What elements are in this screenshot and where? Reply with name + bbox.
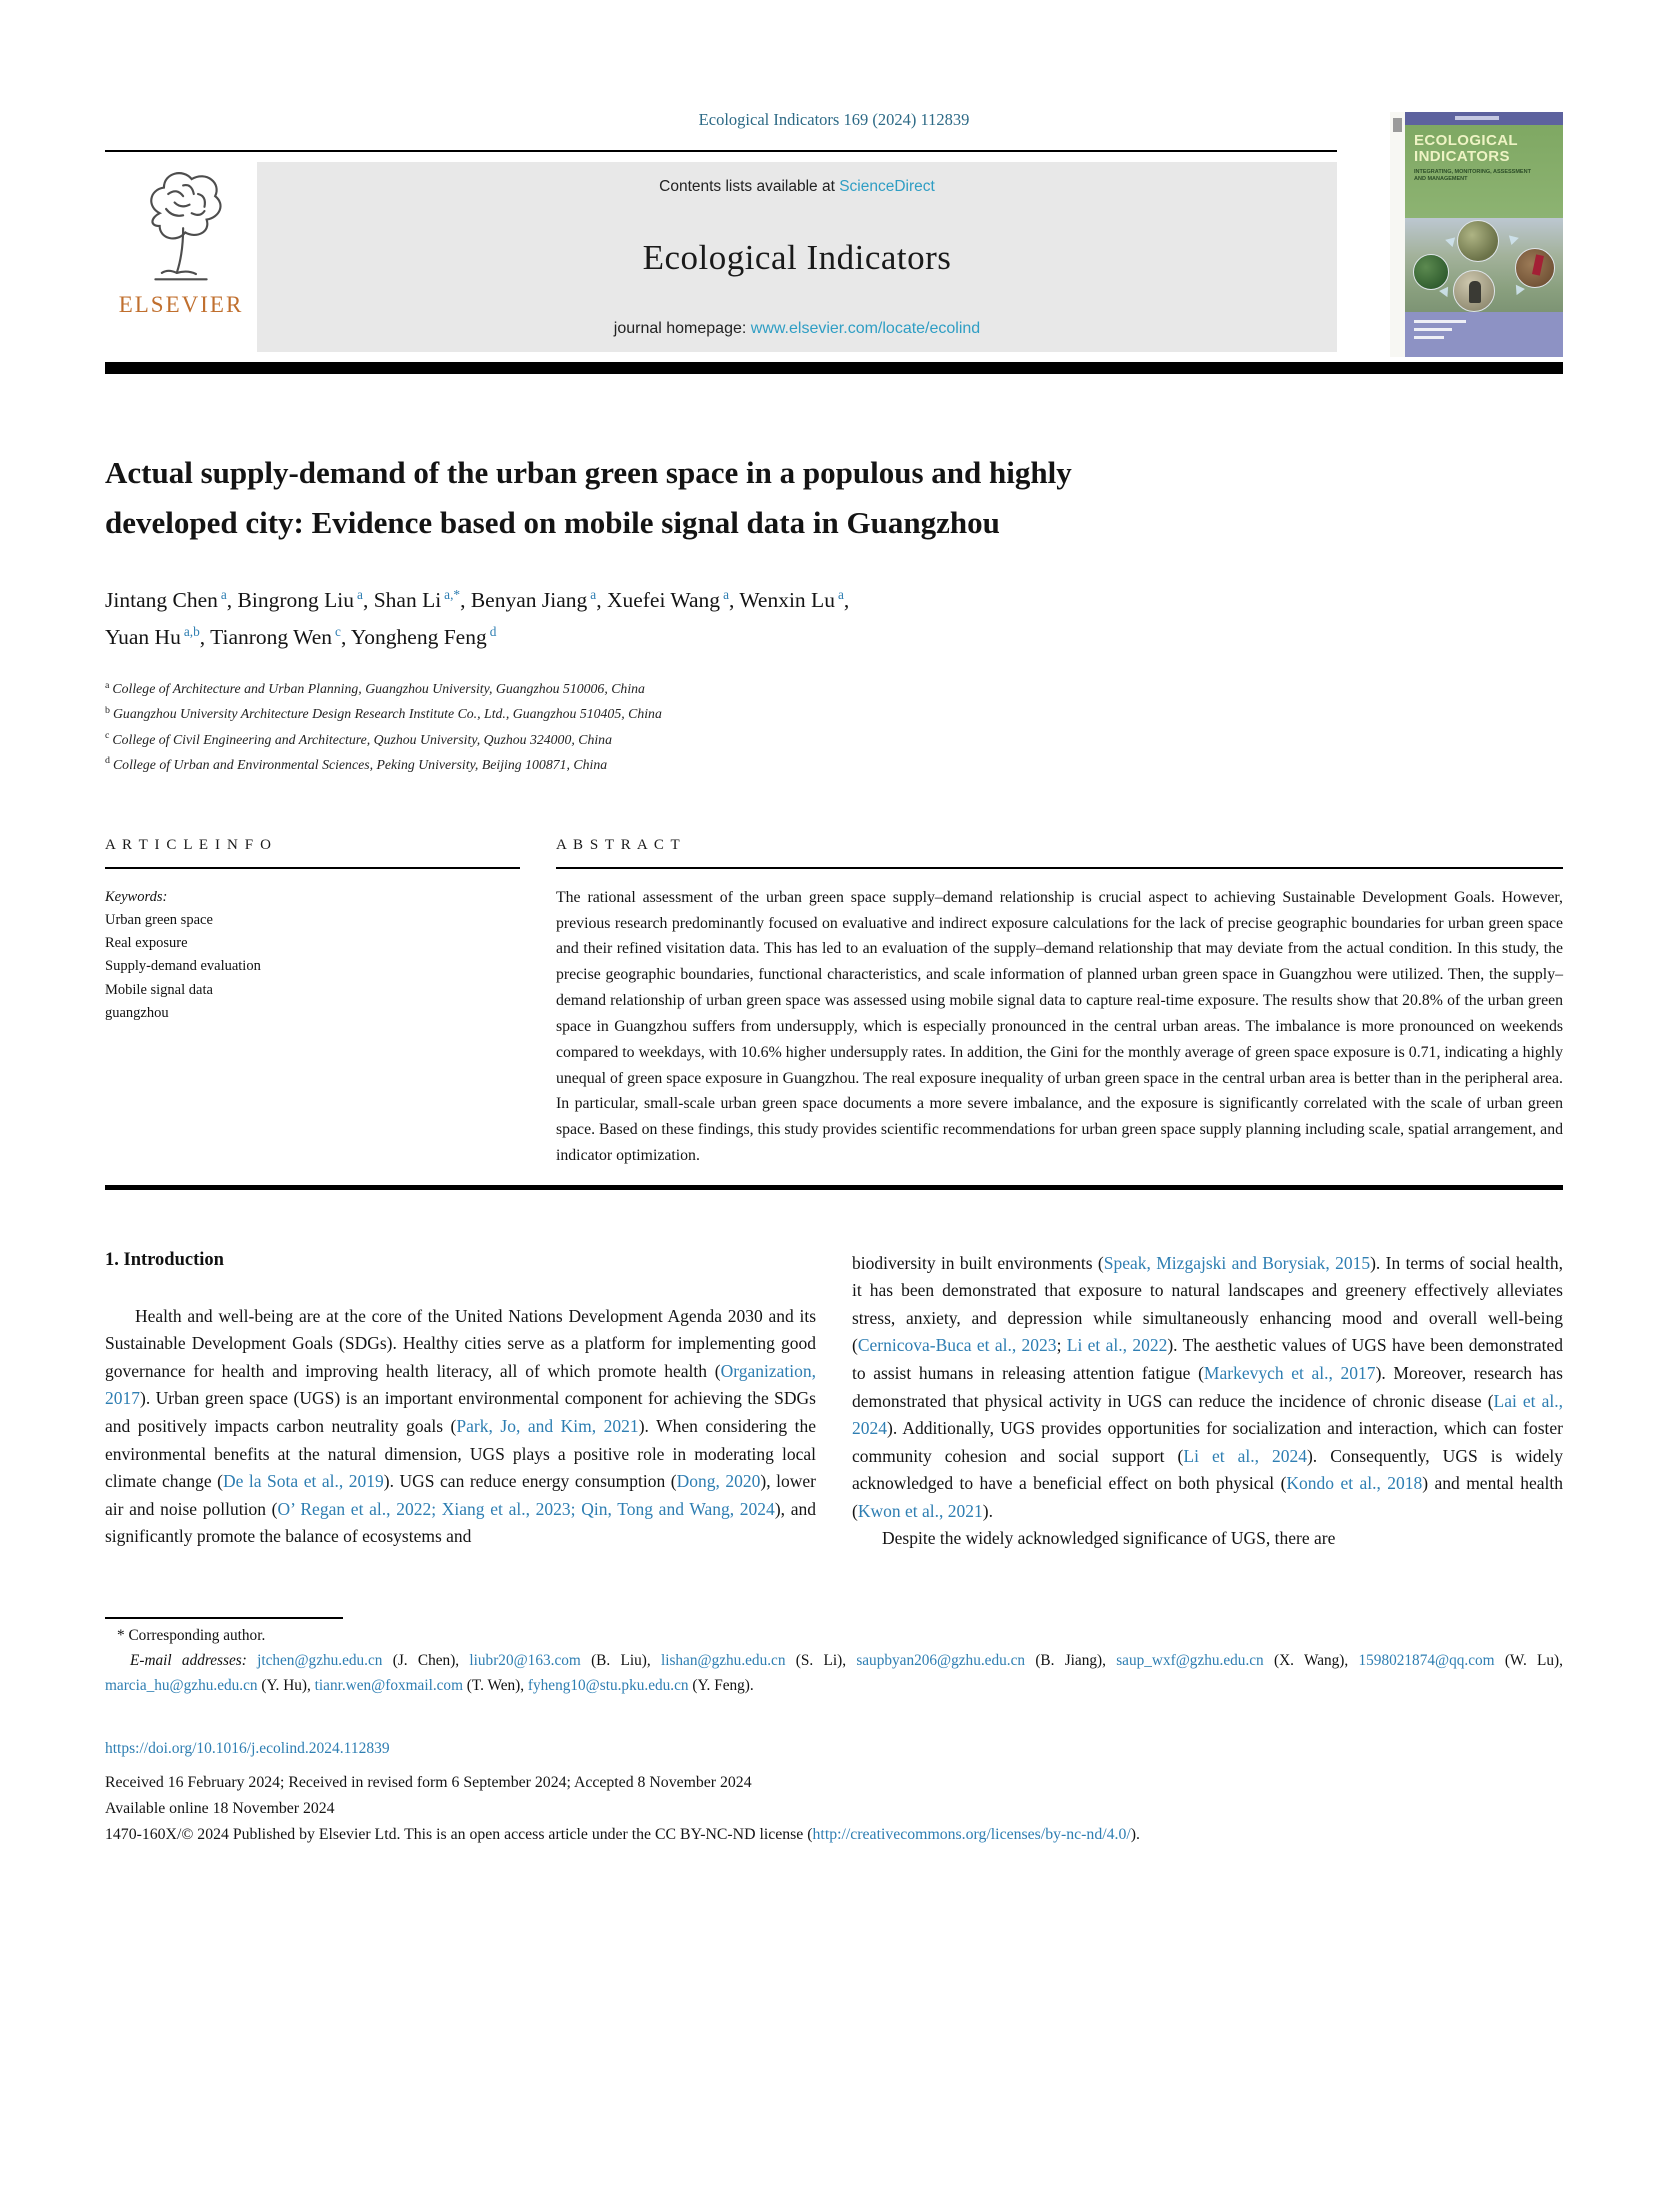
cover-title-panel [1405,125,1563,218]
info-abstract-section [105,837,1563,1169]
article-title [105,448,1215,548]
text-run: , [843,588,850,613]
text-run: (J. Chen), [382,1651,470,1669]
text-run: (T. Wen), [462,1676,528,1694]
cover-photo-collage [1405,218,1563,312]
cover-editor-text-dash [1414,320,1466,323]
text-run: (S. Li), [785,1651,857,1669]
inline-link[interactable]: marcia_hu@gzhu.edu.cn [105,1676,258,1694]
elsevier-wordmark: ELSEVIER [118,292,244,317]
inline-link[interactable]: Li et al., 2024 [1183,1445,1307,1466]
abstract-column [556,837,1563,1169]
inline-link[interactable]: lishan@gzhu.edu.cn [660,1651,786,1669]
text-run: ), lower air and noise pollution ( [105,1471,816,1519]
affiliation-text: College of Civil Engineering and Architecture, Quzhou University, Quzhou 324000, China [112,731,612,747]
text-run: ). Additionally, UGS provides opportunities for socialization and interaction, which can foster community cohesion and social support ( [852,1418,1563,1466]
cover-top-banner [1405,112,1563,125]
inline-link[interactable]: O’ Regan et al., 2022; Xiang et al., 2023; Qin, Tong and Wang, 2024 [277,1498,775,1519]
intro-paragraph-left [105,1303,816,1551]
email-addresses [105,1649,1563,1699]
author-superscript: d [489,624,497,640]
elsevier-tree-icon [127,162,235,290]
text-run: (W. Lu), [1494,1651,1563,1669]
corresponding-author-note: * Corresponding author. [117,1626,266,1644]
keywords-block [105,886,520,1025]
inline-link[interactable]: Park, Jo, and Kim, 2021 [456,1416,639,1436]
introduction-heading: 1. Introduction [105,1249,224,1270]
journal-header [105,152,1337,352]
cover-editor-text-dash [1414,328,1452,331]
journal-cover-thumbnail [1390,112,1563,357]
keywords-label: Keywords: [105,888,168,905]
cover-cycle-arrow-icon [1444,235,1455,247]
cover-editor-text-dash [1414,336,1444,339]
issn-license-line [105,1822,1563,1848]
inline-link[interactable]: jtchen@gzhu.edu.cn [257,1651,383,1669]
article-history [105,1770,1563,1848]
affiliation-superscript: a [105,679,110,691]
keyword-item: guangzhou [105,1004,169,1021]
journal-title: Ecological Indicators [642,238,952,277]
text-run: Yuan Hu [105,625,181,650]
affiliation-item [105,727,1563,752]
cover-banner-text-dash [1455,116,1499,120]
article-info-heading: A R T I C L E I N F O [105,836,273,853]
inline-link[interactable]: tianr.wen@foxmail.com [314,1676,463,1694]
doi-link[interactable]: https://doi.org/10.1016/j.ecolind.2024.112839 [105,1740,390,1758]
text-run: (B. Jiang), [1025,1651,1117,1669]
author-superscript: a [723,587,729,603]
cover-spine [1390,112,1405,357]
text-run: ). The aesthetic values of UGS have been demonstrated to assist humans in releasing attention fatigue ( [852,1335,1563,1383]
inline-link[interactable]: Dong, 2020 [676,1471,761,1492]
abstract-heading: A B S T R A C T [556,836,682,853]
cover-photo-circle-book [1515,248,1555,288]
text-run: ; [1056,1335,1067,1356]
text-run: (Y. Feng). [688,1676,754,1694]
inline-link[interactable]: Markevych et al., 2017 [1203,1363,1376,1383]
cover-cycle-arrow-icon [1509,233,1520,245]
inline-link[interactable]: saupbyan206@gzhu.edu.cn [856,1651,1026,1669]
contents-prefix: Contents lists available at [659,178,840,195]
inline-link[interactable]: Kondo et al., 2018 [1286,1473,1423,1494]
text-run: , Benyan Jiang [460,588,588,613]
cover-title-line2: INDICATORS [1414,148,1510,165]
elsevier-logo [105,152,257,352]
keyword-item: Real exposure [105,935,188,952]
keyword-item: Supply-demand evaluation [105,958,261,975]
inline-link[interactable]: Organization, 2017 [105,1360,816,1409]
inline-link[interactable]: Speak, Mizgajski and Borysiak, 2015 [1103,1252,1371,1273]
text-run: E-mail addresses: [130,1651,258,1669]
text-run: ) and mental health ( [852,1473,1563,1521]
homepage-prefix: journal homepage: [613,320,751,337]
text-run: ). [1130,1826,1140,1844]
text-run: biodiversity in built environments ( [852,1252,1104,1273]
keyword-item: Urban green space [105,912,213,928]
cover-photo-circle-leaves [1457,220,1499,262]
journal-header-box [257,162,1337,352]
text-run: ). UGS can reduce energy consumption ( [383,1471,677,1492]
author-superscript: a [357,587,363,603]
author-superscript: a,b [183,624,200,640]
affiliation-text: College of Urban and Environmental Sciences, Peking University, Beijing 100871, China [112,756,608,772]
cover-red-book [1532,254,1544,275]
author-superscript: a [590,587,597,603]
inline-link[interactable]: De la Sota et al., 2019 [222,1471,384,1492]
text-run: ), and significantly promote the balance of ecosystems and [105,1498,816,1547]
affiliation-item [105,752,1563,777]
text-run: ). [982,1500,993,1521]
header-bottom-bar [105,362,1563,374]
inline-link[interactable]: liubr20@163.com [469,1651,581,1669]
inline-link[interactable]: http://creativecommons.org/licenses/by-nc-nd/4.0/ [812,1826,1131,1844]
cover-photo-circle-fieldwork [1453,270,1495,312]
keywords-list [105,909,520,1025]
affiliation-item [105,701,1563,726]
homepage-url-link[interactable]: www.elsevier.com/locate/ecolind [750,320,981,337]
author-superscript: a,* [444,587,461,603]
text-run: ). Urban green space (UGS) is an important environmental component for achieving the SDGs and positively impacts carbon neutrality goals ( [105,1388,816,1436]
article-info-column [105,837,520,1169]
text-run: , Tianrong Wen [199,625,333,650]
affiliation-text: College of Architecture and Urban Planning, Guangzhou University, Guangzhou 510006, China [112,681,645,697]
author-superscript: c [335,624,341,640]
text-run: ). In terms of social health, it has been demonstrated that exposure to natural landscapes and greenery effectively alleviates stress, anxiety, and depression while simultaneously enhancing mood and overall well-being ( [852,1252,1564,1356]
text-run: ). Moreover, research has demonstrated that physical activity in UGS can reduce the incidence of chronic disease ( [852,1363,1563,1411]
keyword-item: Mobile signal data [105,981,213,998]
homepage-line [267,320,1327,338]
affiliation-item [105,676,1563,701]
text-run: , Xuefei Wang [596,588,721,613]
inline-link[interactable]: 1598021874@qq.com [1358,1651,1495,1669]
abstract-text: The rational assessment of the urban green space supply–demand relationship is crucial aspect to achieving Sustainable Development Goals. However, previous research predominantly focused on evaluative and indirect exposure calculations for the lack of precise geographic boundaries for urban green space and their refined visitation data. This has led to an evaluation of the supply–demand relationship that may deviate from the actual condition. In this study, the precise geographic boundaries, functional characteristics, and scale information of planned urban green space in Guangzhou were utilized. Then, the supply–demand relationship of urban green space was assessed using mobile signal data to capture real-time exposure. The results show that 20.8% of the urban green space in Guangzhou suffers from undersupply, which is especially pronounced in the central urban areas. The imbalance is more pronounced on weekends compared to weekdays, with 10.6% higher undersupply rates. In addition, the Gini for the monthly average of green space exposure is 0.71, indicating a highly unequal of green space exposure in Guangzhou. The real exposure inequality of urban green space in the central urban area is better than in the peripheral area. In particular, small-scale urban green space documents a more severe imbalance, and the exposure is significantly correlated with the scale of urban green space. Based on these findings, this study provides scientific recommendations for urban green space supply planning including scale, spatial arrangement, and indicator optimization. [556,888,1563,1164]
cover-cycle-arrow-icon [1439,287,1452,299]
inline-link[interactable]: fyheng10@stu.pku.edu.cn [527,1676,689,1694]
cover-journal-subtitle: INTEGRATING, MONITORING, ASSESSMENT AND MANAGEMENT [1414,169,1531,182]
affiliation-list [105,676,1563,776]
cover-main [1405,112,1563,357]
sciencedirect-link[interactable]: ScienceDirect [839,178,935,195]
cover-photo-circle-moss [1413,254,1449,290]
cover-title-line1: ECOLOGICAL [1414,132,1518,149]
inline-link[interactable]: Cernicova-Buca et al., 2023 [857,1335,1057,1356]
cover-journal-title [1414,133,1563,165]
introduction-section [105,1250,1563,1553]
available-online-line: Available online 18 November 2024 [105,1800,335,1818]
intro-paragraph-right-2 [852,1525,1563,1553]
text-run: ). Consequently, UGS is widely acknowledged to have a beneficial effect on both physical ( [852,1445,1564,1494]
text-run: , Wenxin Lu [728,588,835,613]
intro-right-column [852,1250,1563,1553]
text-run: (X. Wang), [1263,1651,1359,1669]
text-run: , Bingrong Liu [226,588,355,613]
text-run: Despite the widely acknowledged significance of UGS, there are [882,1528,1336,1549]
text-run: ). When considering the environmental benefits at the natural dimension, UGS plays a positive role in moderating local climate change ( [105,1416,816,1492]
inline-link[interactable]: saup_wxf@gzhu.edu.cn [1116,1651,1264,1669]
text-run: Jintang Chen [105,588,218,613]
cover-person-figure [1469,281,1481,303]
contents-line [267,178,1327,196]
text-run: , Shan Li [362,588,442,613]
cover-editors-panel [1405,312,1563,357]
author-superscript: a [837,587,844,603]
journal-citation-link[interactable]: Ecological Indicators 169 (2024) 112839 [698,110,970,129]
section-divider-bar [105,1185,1563,1190]
intro-left-column [105,1250,816,1553]
inline-link[interactable]: Lai et al., 2024 [852,1390,1563,1439]
intro-paragraph-right [852,1250,1563,1526]
affiliation-superscript: b [105,704,110,716]
text-run: 1470-160X/© 2024 Published by Elsevier Ltd. This is an open access article under the CC BY-NC-ND license ( [105,1826,813,1844]
text-run: Health and well-being are at the core of the United Nations Development Agenda 2030 and its Sustainable Development Goals (SDGs). Healthy cities serve as a platform for implementing good governance for health and improving health literacy, all of which promote health ( [105,1305,816,1381]
affiliation-superscript: d [105,755,110,767]
affiliation-text: Guangzhou University Architecture Design Research Institute Co., Ltd., Guangzhou 510405, China [112,706,662,722]
author-superscript: a [220,587,227,603]
text-run: (B. Liu), [580,1651,661,1669]
inline-link[interactable]: Li et al., 2022 [1066,1335,1168,1356]
text-run: Actual supply-demand of the urban green space in a populous and highly [105,455,1072,490]
article-info-rule [105,867,520,869]
affiliation-superscript: c [105,730,110,741]
received-line: Received 16 February 2024; Received in revised form 6 September 2024; Accepted 8 November 2024 [105,1774,752,1792]
text-run: developed city: Evidence based on mobile signal data in Guangzhou [105,505,1000,541]
cover-spine-logo-icon [1393,118,1402,132]
footnote-rule [105,1617,343,1619]
inline-link[interactable]: Kwon et al., 2021 [857,1500,983,1521]
text-run: (Y. Hu), [257,1676,315,1694]
abstract-rule [556,867,1563,869]
author-list [105,582,1305,656]
cover-cycle-arrow-icon [1512,285,1525,297]
text-run: , Yongheng Feng [340,625,487,650]
